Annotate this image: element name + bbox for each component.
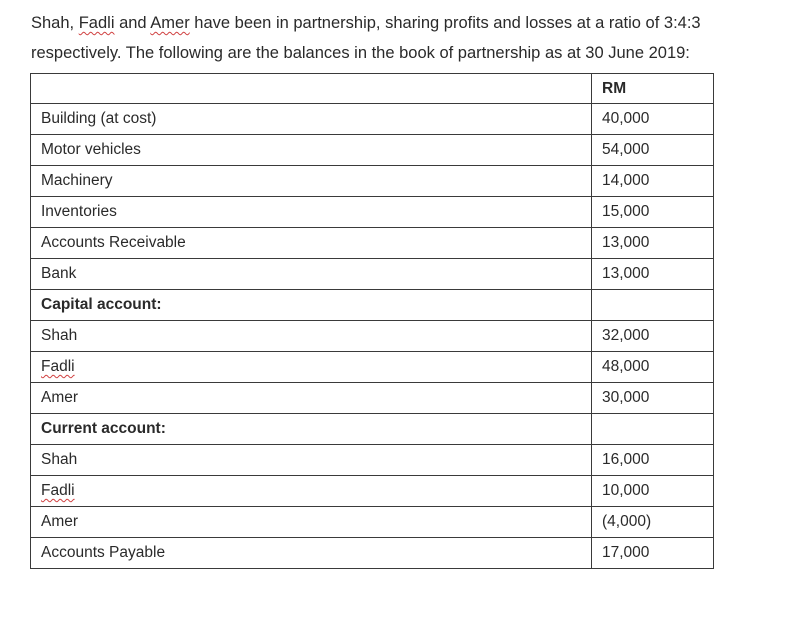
row-value: 32,000 <box>592 321 714 352</box>
row-value: 13,000 <box>592 228 714 259</box>
row-label: Bank <box>31 259 592 290</box>
table-row <box>31 135 714 166</box>
name-amer: Amer <box>150 14 190 32</box>
row-value: 17,000 <box>592 538 714 569</box>
row-value: 48,000 <box>592 352 714 383</box>
section-heading: Capital account: <box>31 290 592 321</box>
row-value: 10,000 <box>592 476 714 507</box>
name-fadli: Fadli <box>78 14 115 32</box>
section-heading: Current account: <box>31 414 592 445</box>
text-segment: and <box>114 14 151 32</box>
row-value: 30,000 <box>592 383 714 414</box>
table-row <box>31 259 714 290</box>
intro-line-2: respectively. The following are the balances in the book of partnership as at 30 June 2019: <box>31 44 690 62</box>
row-label <box>31 476 592 507</box>
row-value: 14,000 <box>592 166 714 197</box>
text-segment: have been in partnership, sharing profits and losses at a ratio of 3:4:3 <box>189 14 701 32</box>
table-row <box>31 476 714 507</box>
table-row <box>31 507 714 538</box>
table-row <box>31 538 714 569</box>
row-label: Inventories <box>31 197 592 228</box>
row-value: (4,000) <box>592 507 714 538</box>
row-label: Amer <box>31 383 592 414</box>
row-value: 54,000 <box>592 135 714 166</box>
table-row <box>31 104 714 135</box>
row-label: Shah <box>31 445 592 476</box>
row-label: Accounts Payable <box>31 538 592 569</box>
row-value: 15,000 <box>592 197 714 228</box>
row-label <box>31 352 592 383</box>
table-row <box>31 197 714 228</box>
row-value <box>592 290 714 321</box>
row-value: 13,000 <box>592 259 714 290</box>
header-label-cell <box>31 74 592 104</box>
row-label: Machinery <box>31 166 592 197</box>
text-segment: Shah, <box>31 14 79 32</box>
row-value: 16,000 <box>592 445 714 476</box>
table-row <box>31 166 714 197</box>
table-row <box>31 228 714 259</box>
table-row <box>31 352 714 383</box>
header-currency-cell: RM <box>592 74 714 104</box>
balances-table <box>30 73 714 569</box>
row-label: Amer <box>31 507 592 538</box>
table-row <box>31 445 714 476</box>
name-fadli: Fadli <box>41 482 75 499</box>
table-row <box>31 383 714 414</box>
name-fadli: Fadli <box>41 358 75 375</box>
row-value: 40,000 <box>592 104 714 135</box>
intro-line-1 <box>31 14 701 33</box>
row-label: Building (at cost) <box>31 104 592 135</box>
row-label: Shah <box>31 321 592 352</box>
section-row-current <box>31 414 714 445</box>
row-label: Accounts Receivable <box>31 228 592 259</box>
table-row <box>31 321 714 352</box>
row-value <box>592 414 714 445</box>
row-label: Motor vehicles <box>31 135 592 166</box>
section-row-capital <box>31 290 714 321</box>
table-header-row <box>31 74 714 104</box>
